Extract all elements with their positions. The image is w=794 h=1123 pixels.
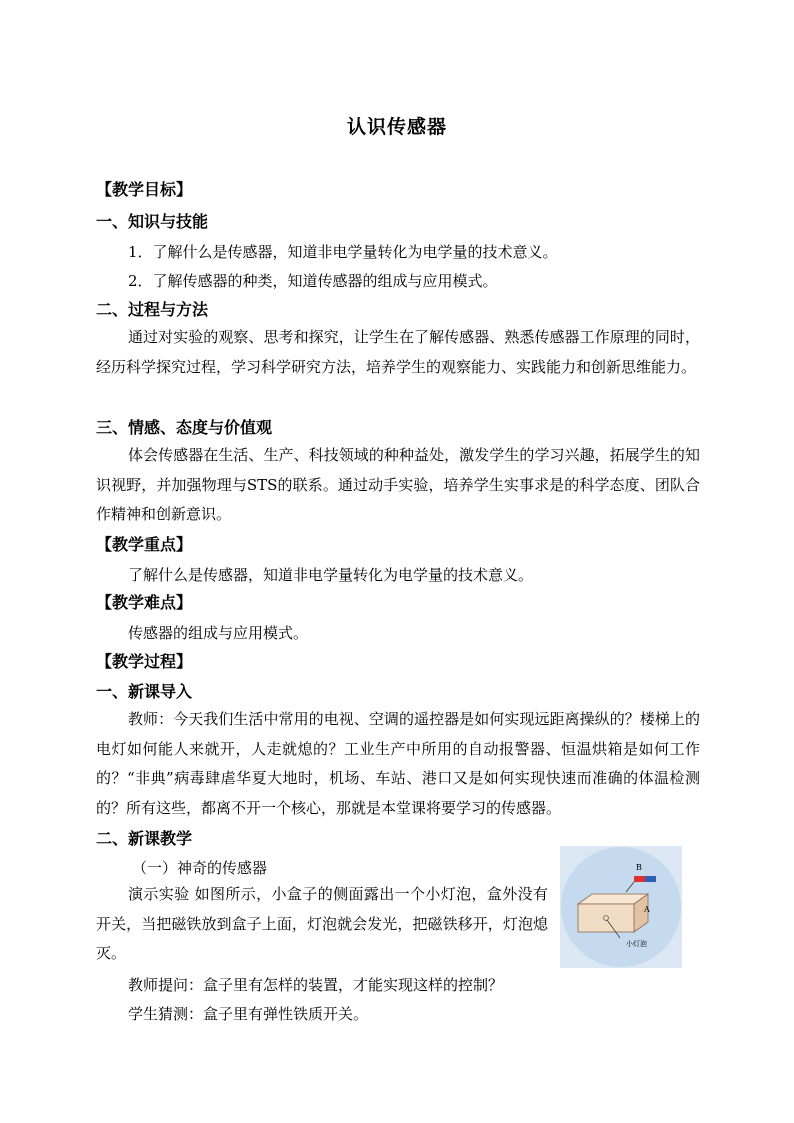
knowledge-item-2: 2．了解传感器的种类，知道传感器的组成与应用模式。 bbox=[128, 272, 498, 290]
student-guess: 学生猜测：盒子里有弹性铁质开关。 bbox=[128, 1005, 369, 1023]
difficulty-heading: 【教学难点】 bbox=[96, 593, 193, 612]
knowledge-item-1: 1．了解什么是传感器，知道非电学量转化为电学量的技术意义。 bbox=[128, 243, 558, 261]
experiment-illustration bbox=[560, 846, 682, 968]
intro-heading: 一、新课导入 bbox=[96, 682, 193, 701]
magnet-red-pole bbox=[634, 876, 645, 882]
difficulty-text: 传感器的组成与应用模式。 bbox=[128, 624, 309, 642]
demo-paragraph: 演示实验 如图所示，小盒子的侧面露出一个小灯泡，盒外没有开关，当把磁铁放到盒子上面，灯泡就会发光，把磁铁移开，灯泡熄灭。 bbox=[96, 885, 548, 962]
key-point-text: 了解什么是传感器，知道非电学量转化为电学量的技术意义。 bbox=[128, 566, 534, 584]
subsection-heading: （一）神奇的传感器 bbox=[132, 859, 268, 877]
new-lesson-heading: 二、新课教学 bbox=[96, 829, 193, 848]
key-point-heading: 【教学重点】 bbox=[96, 535, 193, 554]
page-title: 认识传感器 bbox=[346, 116, 447, 138]
emotion-heading: 三、情感、态度与价值观 bbox=[96, 418, 273, 437]
objectives-heading: 【教学目标】 bbox=[96, 180, 193, 199]
intro-paragraph: 教师：今天我们生活中常用的电视、空调的遥控器是如何实现远距离操纵的？楼梯上的电灯如何能人来就开，人走就熄的？工业生产中所用的自动报警器、恒温烘箱是如何工作的？“非典”病毒肆虐华夏大地时，机场、车站、港口又是如何实现快速而准确的体温检测的？所有这些，都离不开一个核心，那就是本堂课将要学习的传感器。 bbox=[96, 710, 700, 817]
magnet-blue-pole bbox=[645, 876, 656, 882]
label-a: A bbox=[644, 905, 650, 914]
teacher-question: 教师提问：盒子里有怎样的装置，才能实现这样的控制？ bbox=[128, 976, 504, 994]
experiment-figure bbox=[560, 846, 682, 968]
process-paragraph: 通过对实验的观察、思考和探究，让学生在了解传感器、熟悉传感器工作原理的同时，经历科学探究过程，学习科学研究方法，培养学生的观察能力、实践能力和创新思维能力。 bbox=[96, 328, 700, 376]
label-b: B bbox=[636, 863, 642, 872]
emotion-paragraph: 体会传感器在生活、生产、科技领域的种种益处，激发学生的学习兴趣，拓展学生的知识视野，并加强物理与STS的联系。通过动手实验，培养学生实事求是的科学态度、团队合作精神和创新意识。 bbox=[96, 446, 700, 523]
box-front bbox=[578, 904, 634, 932]
label-bulb: 小灯泡 bbox=[626, 940, 647, 948]
knowledge-heading: 一、知识与技能 bbox=[96, 212, 209, 231]
process-heading: 二、过程与方法 bbox=[96, 300, 209, 319]
procedure-heading: 【教学过程】 bbox=[96, 652, 193, 671]
